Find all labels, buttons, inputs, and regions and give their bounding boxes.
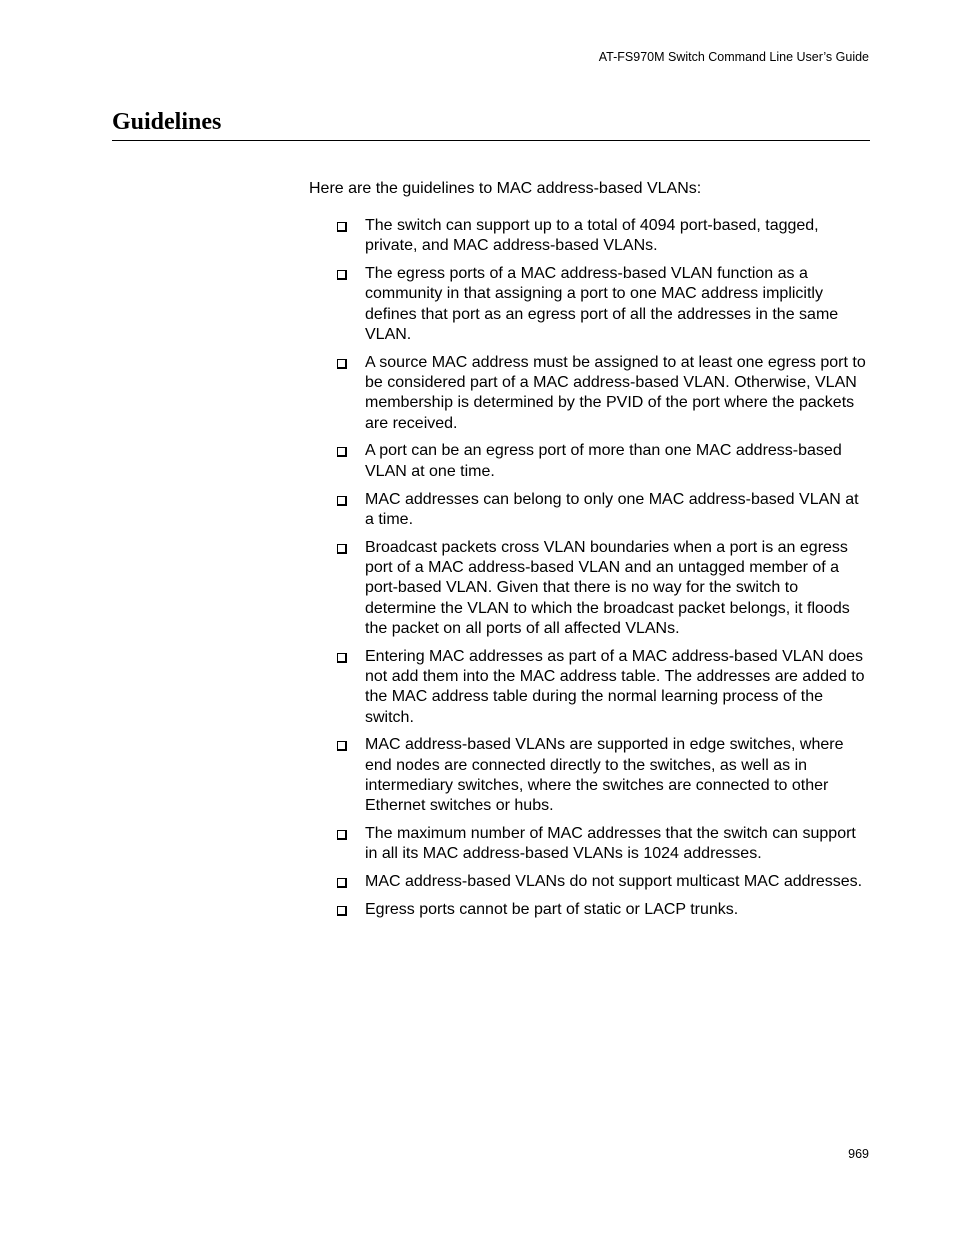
- list-item: [337, 872, 870, 892]
- list-item: [337, 824, 870, 865]
- list-item-text: A source MAC address must be assigned to at least one egress port to be considered part of a MAC address-based VLAN. Otherwise, VLAN membership is determined by the PVID of the port where the packets are received.: [365, 353, 866, 432]
- checkbox-square-icon: [337, 830, 347, 840]
- checkbox-square-icon: [337, 544, 347, 554]
- list-item: [337, 538, 870, 639]
- list-item: [337, 441, 870, 482]
- list-item-text: A port can be an egress port of more than one MAC address-based VLAN at one time.: [365, 442, 842, 480]
- list-item-text: The switch can support up to a total of 4094 port-based, tagged, private, and MAC address-based VLANs.: [365, 217, 819, 255]
- list-item: [337, 490, 870, 531]
- list-item: [337, 264, 870, 345]
- checkbox-square-icon: [337, 222, 347, 232]
- list-item-text: Entering MAC addresses as part of a MAC address-based VLAN does not add them into the MAC address table. The addresses are added to the MAC address table during the normal learning process of the switch.: [365, 647, 865, 726]
- list-item-text: The egress ports of a MAC address-based VLAN function as a community in that assigning a port to one MAC address implicitly defines that port as an egress port of all the addresses in the same VLAN.: [365, 265, 839, 343]
- checkbox-square-icon: [337, 496, 347, 506]
- checkbox-square-icon: [337, 653, 347, 663]
- section-title: Guidelines: [112, 109, 222, 135]
- list-item-text: MAC addresses can belong to only one MAC address-based VLAN at a time.: [365, 490, 859, 528]
- title-rule: [112, 140, 870, 141]
- page-number: 969: [848, 1147, 869, 1161]
- guideline-list: [337, 216, 870, 928]
- checkbox-square-icon: [337, 359, 347, 369]
- list-item: [337, 900, 870, 920]
- list-item: [337, 647, 870, 728]
- checkbox-square-icon: [337, 447, 347, 457]
- list-item: [337, 216, 870, 257]
- checkbox-square-icon: [337, 906, 347, 916]
- running-header: AT-FS970M Switch Command Line User’s Guide: [598, 50, 869, 64]
- list-item-text: MAC address-based VLANs are supported in edge switches, where end nodes are connected directly to the switches, as well as in intermediary switches, where the switches are connected to other Ethernet switches or hubs.: [365, 736, 844, 815]
- list-item-text: MAC address-based VLANs do not support multicast MAC addresses.: [365, 873, 863, 891]
- checkbox-square-icon: [337, 741, 347, 751]
- list-item: [337, 353, 870, 434]
- list-item-text: Broadcast packets cross VLAN boundaries when a port is an egress port of a MAC address-based VLAN and an untagged member of a port-based VLAN. Given that there is no way for the switch to determine the VLAN to which the broadcast packet belongs, it floods the packet on all ports of all affected VLANs.: [365, 538, 850, 637]
- list-item: [337, 735, 870, 816]
- list-item-text: Egress ports cannot be part of static or LACP trunks.: [365, 900, 739, 918]
- list-item-text: The maximum number of MAC addresses that the switch can support in all its MAC address-based VLANs is 1024 addresses.: [365, 825, 856, 863]
- checkbox-square-icon: [337, 878, 347, 888]
- intro-paragraph: Here are the guidelines to MAC address-based VLANs:: [309, 180, 702, 197]
- checkbox-square-icon: [337, 270, 347, 280]
